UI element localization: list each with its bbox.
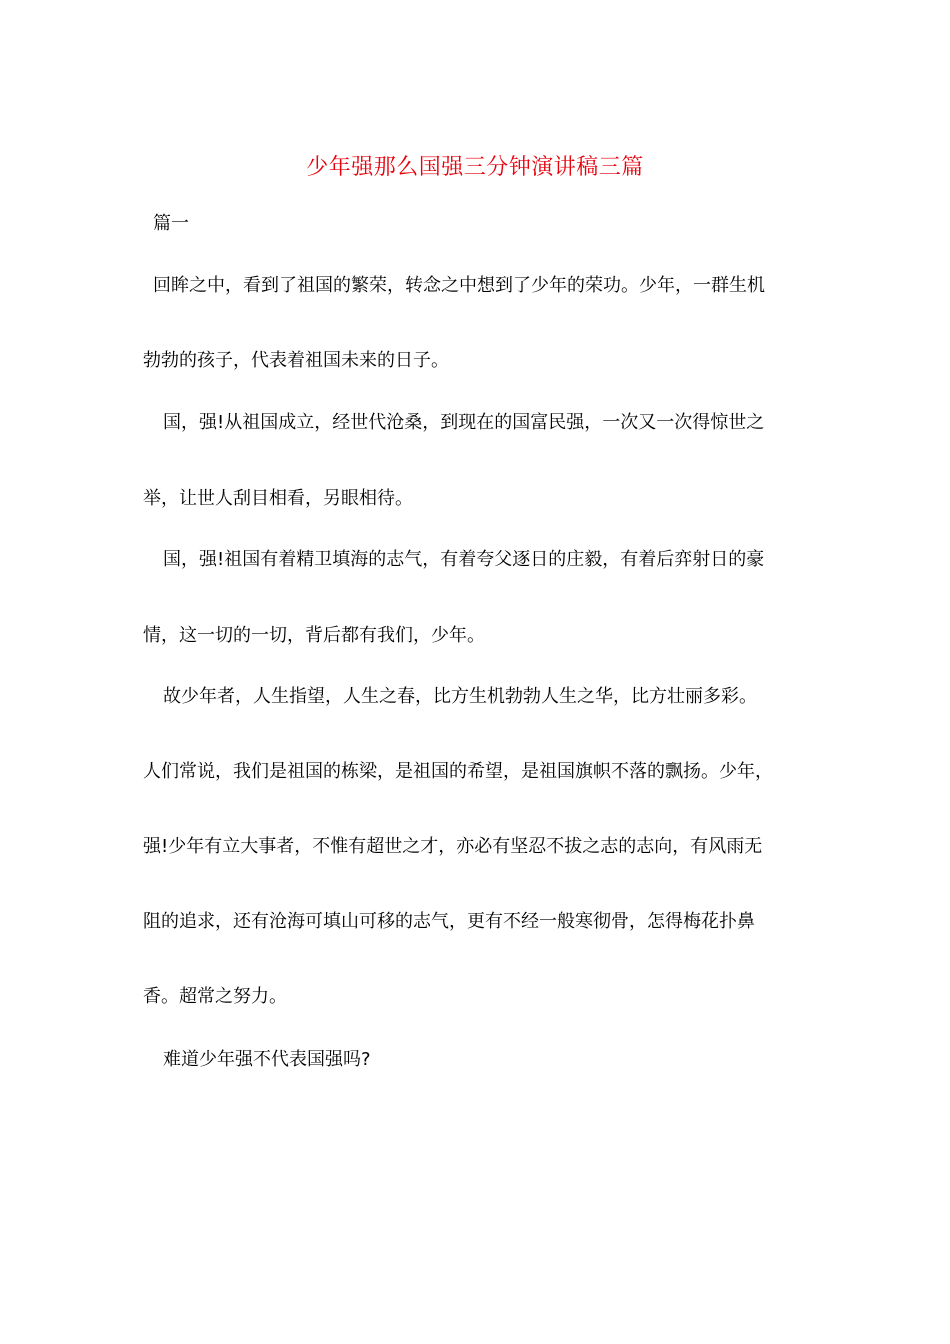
paragraph-line: 人们常说，我们是祖国的栋梁，是祖国的希望，是祖国旗帜不落的飘扬。少年， <box>143 761 773 782</box>
section-label: 篇一 <box>153 213 189 234</box>
paragraph-line: 香。超常之努力。 <box>143 986 287 1007</box>
paragraph-line: 勃勃的孩子，代表着祖国未来的日子。 <box>143 350 449 371</box>
paragraph-line: 难道少年强不代表国强吗? <box>163 1049 371 1070</box>
paragraph-line: 举，让世人刮目相看，另眼相待。 <box>143 488 413 509</box>
paragraph-line: 强!少年有立大事者，不惟有超世之才，亦必有坚忍不拔之志的志向，有风雨无 <box>143 836 763 857</box>
paragraph-line: 回眸之中，看到了祖国的繁荣，转念之中想到了少年的荣功。少年，一群生机 <box>153 275 765 296</box>
document-title: 少年强那么国强三分钟演讲稿三篇 <box>306 155 644 180</box>
paragraph-line: 国，强!祖国有着精卫填海的志气，有着夸父逐日的庄毅，有着后弈射日的豪 <box>163 549 765 570</box>
paragraph-line: 情，这一切的一切，背后都有我们，少年。 <box>143 625 485 646</box>
paragraph-line: 阻的追求，还有沧海可填山可移的志气，更有不经一般寒彻骨，怎得梅花扑鼻 <box>143 911 755 932</box>
paragraph-line: 国，强!从祖国成立，经世代沧桑，到现在的国富民强，一次又一次得惊世之 <box>163 412 765 433</box>
paragraph-line: 故少年者，人生指望，人生之春，比方生机勃勃人生之华，比方壮丽多彩。 <box>163 686 757 707</box>
